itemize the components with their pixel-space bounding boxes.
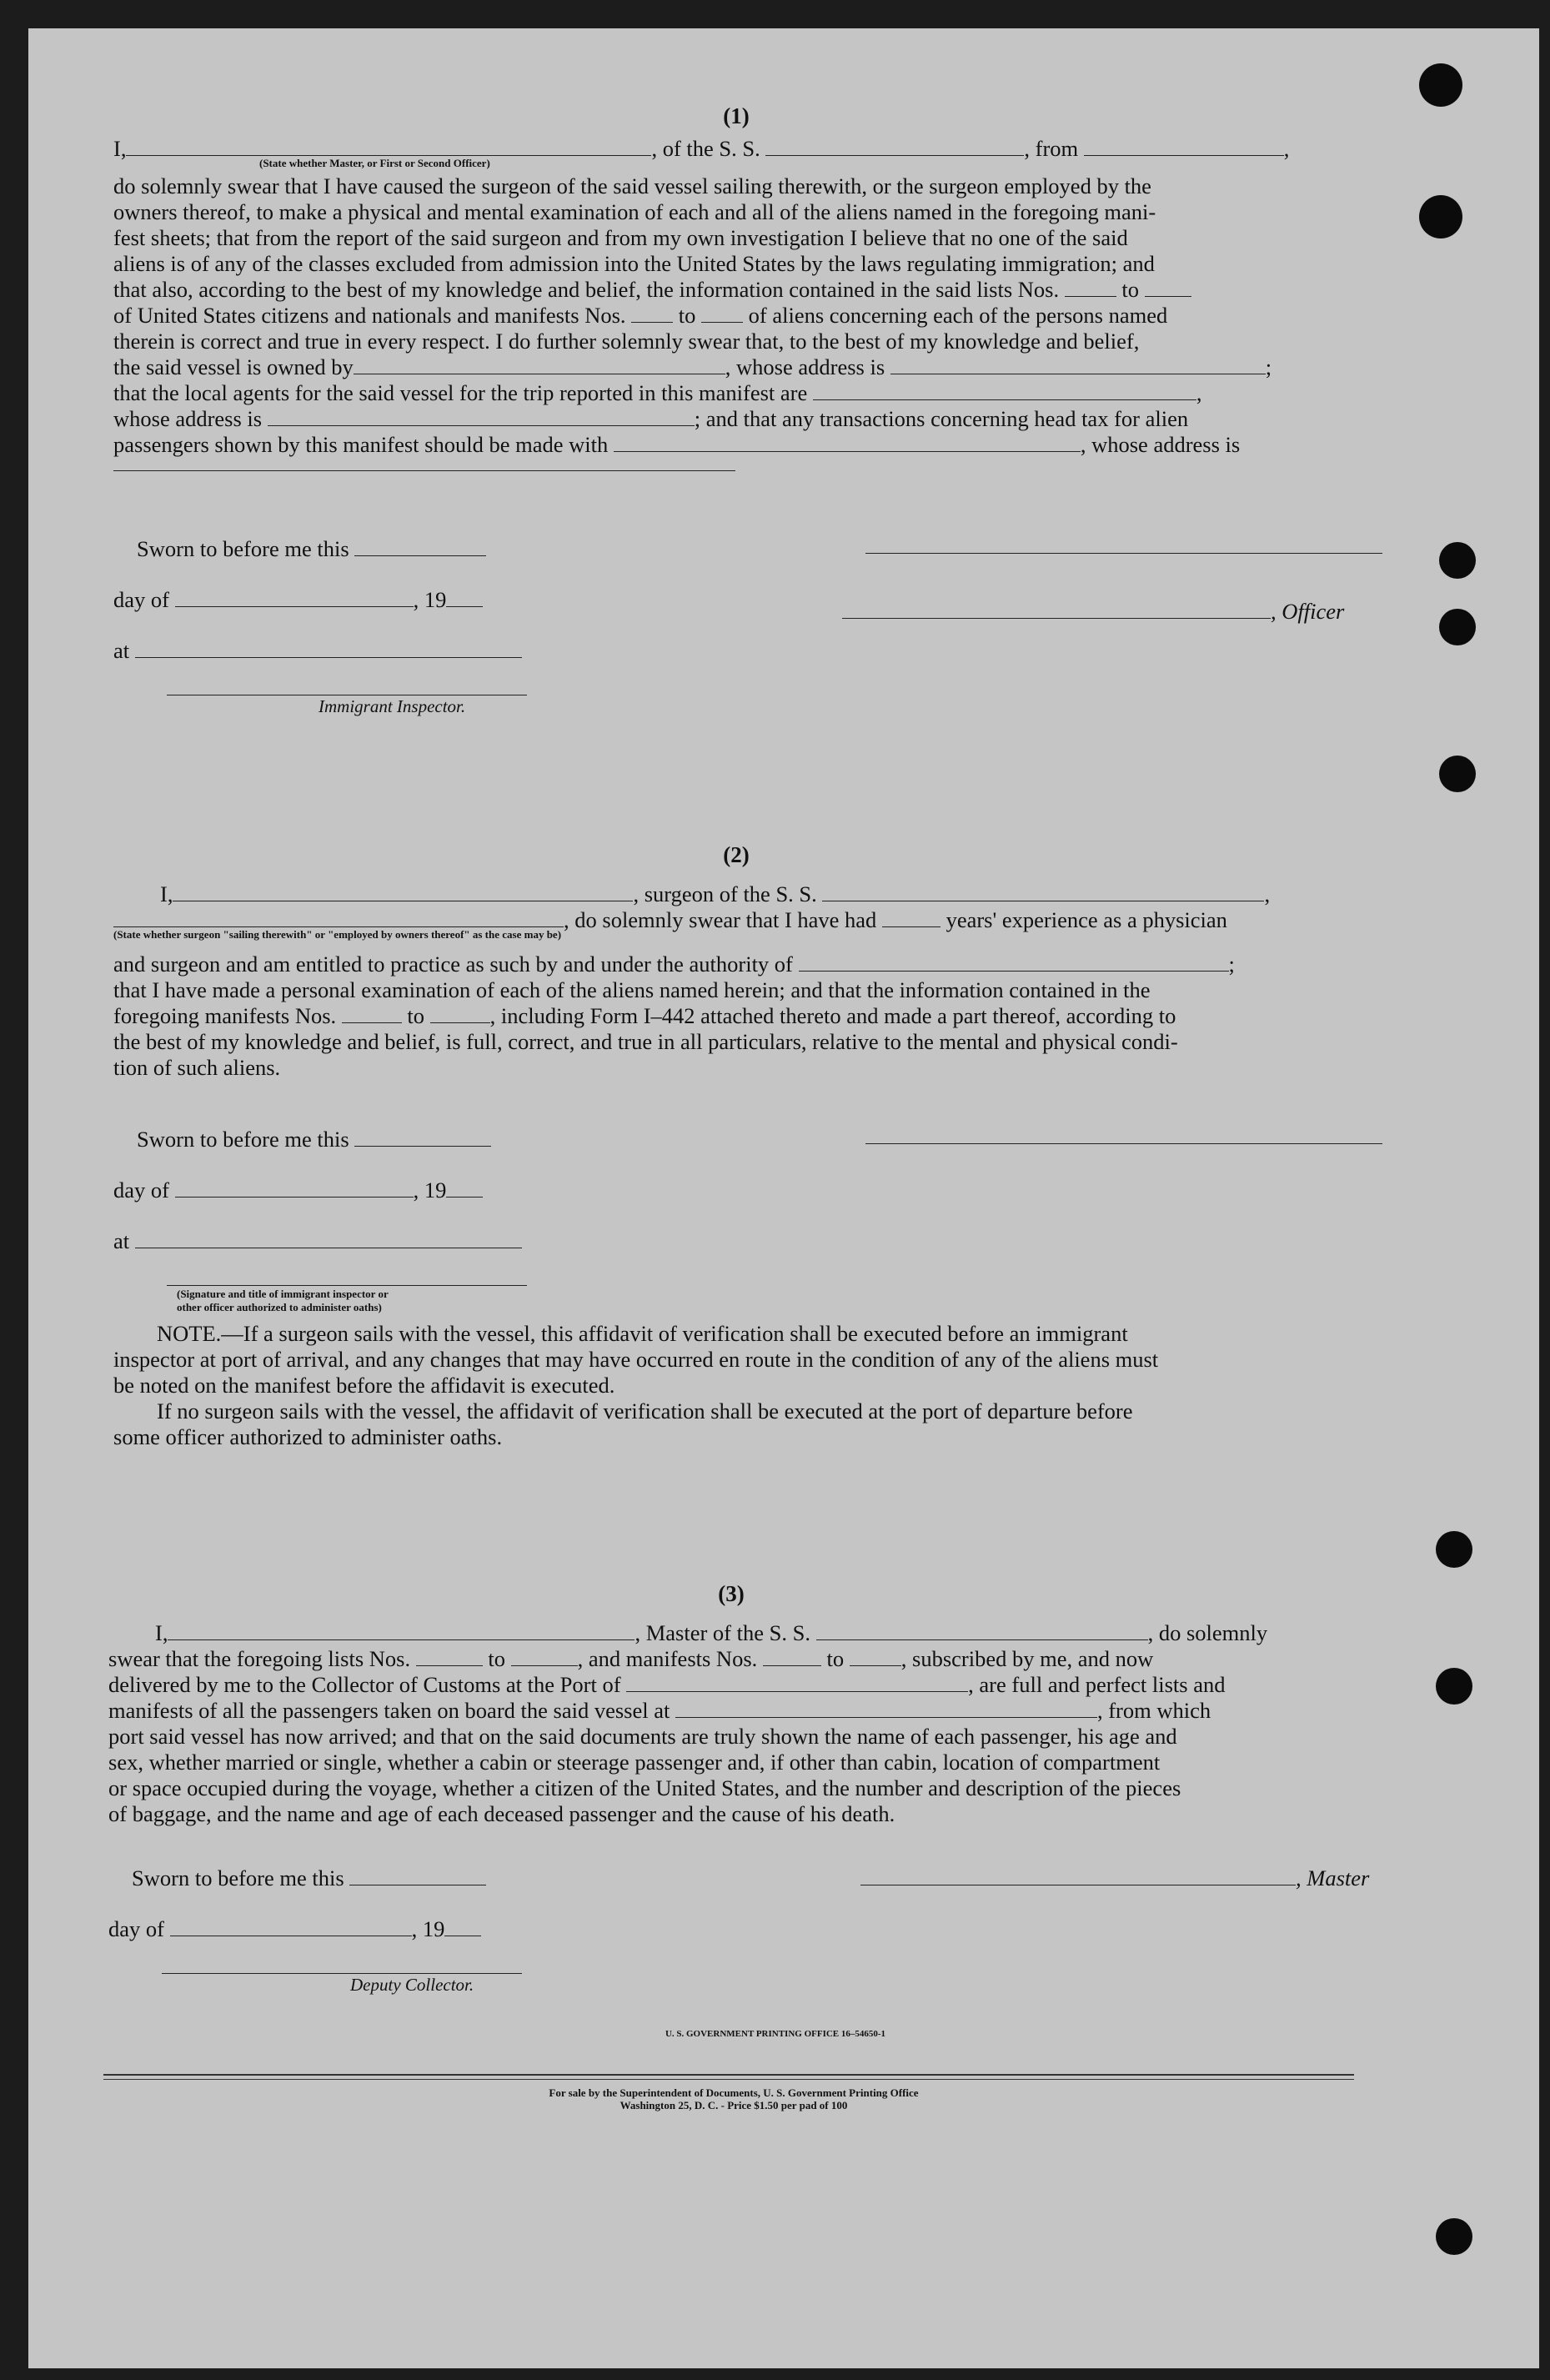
master-name-field[interactable] bbox=[168, 1623, 635, 1640]
agents-address-field[interactable] bbox=[268, 409, 695, 426]
sworn-date-field[interactable] bbox=[349, 1868, 486, 1885]
sworn-date-field[interactable] bbox=[354, 1129, 491, 1147]
printer-imprint: U. S. GOVERNMENT PRINTING OFFICE 16–54650-1 bbox=[665, 2029, 886, 2039]
year-field[interactable] bbox=[446, 590, 483, 607]
manifest-from-field[interactable] bbox=[631, 305, 673, 323]
day-of-field[interactable] bbox=[175, 1180, 414, 1198]
officer-rank-field[interactable] bbox=[126, 138, 651, 156]
at-place-field[interactable] bbox=[135, 640, 522, 658]
local-agents-field[interactable] bbox=[813, 383, 1196, 400]
binder-hole bbox=[1436, 1531, 1472, 1568]
list-from-field[interactable] bbox=[1065, 279, 1116, 297]
section-3-signatures: Sworn to before me this , Master day of , 19 Deputy Collector. bbox=[108, 1865, 1370, 1995]
collector-caption: Deputy Collector. bbox=[350, 1975, 474, 1995]
officer-title-line[interactable] bbox=[842, 601, 1271, 619]
master-signature-line[interactable] bbox=[860, 1868, 1296, 1885]
sworn-date-field[interactable] bbox=[354, 539, 486, 556]
authority-field[interactable] bbox=[799, 954, 1229, 972]
vessel-name-field[interactable] bbox=[822, 884, 1264, 901]
from-port-field[interactable] bbox=[1084, 138, 1284, 156]
day-of-field[interactable] bbox=[175, 590, 414, 607]
year-field[interactable] bbox=[446, 1180, 483, 1198]
embarkation-port-field[interactable] bbox=[675, 1700, 1097, 1718]
signature-caption: (Signature and title of immigrant inspector or other officer authorized to administer oaths) bbox=[177, 1288, 389, 1313]
manifest-from-field[interactable] bbox=[342, 1006, 402, 1023]
manifest-to-field[interactable] bbox=[430, 1006, 490, 1023]
manifest-from-field[interactable] bbox=[763, 1649, 821, 1666]
inspector-signature-line[interactable] bbox=[167, 1284, 527, 1286]
note-text: NOTE.—If a surgeon sails with the vessel, this affidavit of verification shall be executed before an immigrant bbox=[157, 1321, 1128, 1346]
list-to-field[interactable] bbox=[511, 1649, 578, 1666]
section-1: (1) I, , of the S. S. , from , (State whether Master, or First or Second Officer) do solemnly swear that I have caused the surgeon of the said vessel sailing therewith, or the surgeon employed by the owners thereof, to make a physical and mental examination of each and all of the aliens named in the foregoing mani- fest sheets; that from the report of the said surgeon and from my own investigation I believe that no one of the said aliens is of any of the classes excluded from admission into the United States by the laws regulating immigration; and that also, according to the best of my knowledge and belief, the information contained in the said lists Nos. to of United States citizens and nationals and manifests Nos. to of aliens concerning each of the persons named therein is correct and true in every respect. I do further solemnly swear that, to the best of my knowledge and belief, the said vessel is owned by , whose address is ; that the local agents for the said vessel for the trip reported in this manifest are , whose address is ; and that any transactions concerning head tax for alien passengers shown by this manifest should be made with , whose address is bbox=[113, 103, 1359, 471]
footer-sale-notice: For sale by the Superintendent of Documents, U. S. Government Printing Office Washington 25, D. C. - Price $1.50 per pad of 100 bbox=[549, 2086, 919, 2111]
address-continuation-line bbox=[113, 469, 735, 471]
section-1-signatures: Sworn to before me this day of , 19 , Officer at Immigrant Inspector. bbox=[113, 536, 1359, 717]
section-number: (2) bbox=[723, 842, 750, 867]
section-3: (3) I, , Master of the S. S. , do solemnly swear that the foregoing lists Nos. to , and manifests Nos. to , subscribed by me, and now delivered by me to the Collector of Customs at the Port of , are full and perfect lists and manifests of all the passengers taken on board the said vessel at , from which port said vessel has now arrived; and that on the said documents are truly shown the name of each passenger, his age and sex, whether married or single, whether a cabin or steerage passenger and, if other than cabin, location of compartment or space occupied during the voyage, whether a citizen of the United States, and the number and description of the pieces of baggage, and the name and age of each deceased passenger and the cause of his death. bbox=[108, 1581, 1354, 1827]
surgeon-type-field[interactable] bbox=[113, 910, 564, 927]
years-experience-field[interactable] bbox=[882, 910, 941, 927]
list-from-field[interactable] bbox=[416, 1649, 483, 1666]
field-caption: (State whether Master, or First or Second Officer) bbox=[259, 157, 490, 169]
owner-field[interactable] bbox=[354, 357, 725, 374]
at-place-field[interactable] bbox=[135, 1231, 522, 1248]
surgeon-name-field[interactable] bbox=[173, 884, 633, 901]
surgeon-signature-line[interactable] bbox=[865, 1127, 1382, 1144]
head-tax-contact-field[interactable] bbox=[614, 434, 1081, 452]
day-of-field[interactable] bbox=[170, 1919, 412, 1936]
section-2: (2) I, , surgeon of the S. S. , , do solemnly swear that I have had years' experience as a physician (State whether surgeon "sailing therewith" or "employed by owners thereof" as the case may be) and surgeon and am entitled to practice as such by and under the authority of ; that I have made a personal examination of each of the aliens named herein; and that the information contained in the foregoing manifests Nos. to , including Form I–442 attached thereto and made a part thereof, according to the best of my knowledge and belief, is full, correct, and true in all particulars, relative to the mental and physical condi- tion of such aliens. bbox=[113, 842, 1359, 1081]
binder-hole bbox=[1439, 609, 1476, 645]
officer-signature-line[interactable] bbox=[865, 536, 1382, 554]
vessel-name-field[interactable] bbox=[765, 138, 1024, 156]
manifest-to-field[interactable] bbox=[850, 1649, 901, 1666]
footer-rule bbox=[103, 2079, 1354, 2080]
port-field[interactable] bbox=[626, 1675, 968, 1692]
footer-rule bbox=[103, 2074, 1354, 2076]
section-number: (1) bbox=[723, 103, 750, 128]
owner-address-field[interactable] bbox=[890, 357, 1266, 374]
binder-hole bbox=[1439, 756, 1476, 792]
vessel-name-field[interactable] bbox=[816, 1623, 1148, 1640]
binder-hole bbox=[1439, 542, 1476, 579]
inspector-caption: Immigrant Inspector. bbox=[319, 696, 466, 716]
binder-hole bbox=[1419, 195, 1462, 239]
section-number: (3) bbox=[718, 1581, 745, 1606]
binder-hole bbox=[1419, 63, 1462, 107]
binder-hole bbox=[1436, 2218, 1472, 2255]
binder-hole bbox=[1436, 1668, 1472, 1705]
list-to-field[interactable] bbox=[1145, 279, 1191, 297]
section-2-signatures: Sworn to before me this day of , 19 at (Signature and title of immigrant inspector or other officer authorized to administer oaths) NOTE.—If a surgeon sails with the vessel, this affidavit of verification shall be executed before an immigrant inspector at port of arrival, and any changes that may have occurred en route in the condition of any of the aliens must be noted on the manifest before the affidavit is executed. If no surgeon sails with the vessel, the affidavit of verification shall be executed at the port of departure before some officer authorized to administer oaths. bbox=[113, 1127, 1359, 1450]
field-caption: (State whether surgeon "sailing therewith" or "employed by owners thereof" as the case may be) bbox=[113, 928, 562, 941]
manifest-to-field[interactable] bbox=[701, 305, 743, 323]
year-field[interactable] bbox=[444, 1919, 481, 1936]
